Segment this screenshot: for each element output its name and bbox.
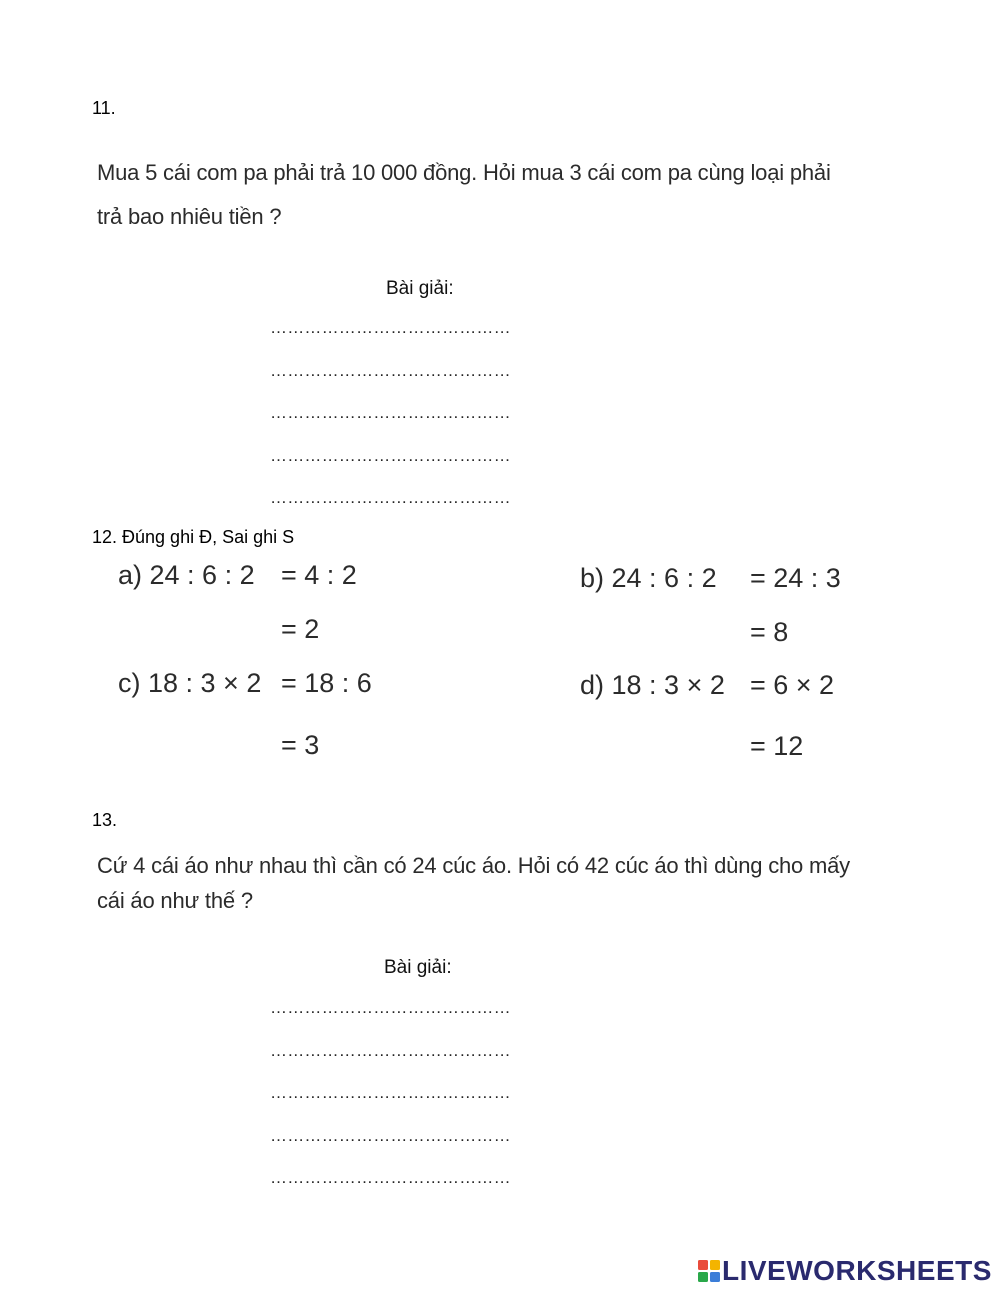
expression-b-step-1: = 24 : 3 — [750, 563, 841, 593]
question-13-text-line-1: Cứ 4 cái áo như nhau thì cần có 24 cúc áo. Hỏi có 42 cúc áo thì dùng cho mấy — [97, 853, 850, 878]
expression-a: a) 24 : 6 : 2 — [118, 560, 255, 590]
question-11-solution-heading: Bài giải: — [386, 278, 454, 299]
answer-line[interactable]: …………………………………… — [270, 1041, 511, 1060]
expression-d-step-1: = 6 × 2 — [750, 670, 835, 700]
expression-b: b) 24 : 6 : 2 — [580, 563, 717, 593]
answer-line[interactable]: …………………………………… — [270, 1083, 511, 1102]
expression-d-step-2: = 12 — [750, 731, 804, 761]
question-11-number: 11. — [92, 98, 116, 118]
expression-d: d) 18 : 3 × 2 — [580, 670, 725, 700]
answer-line[interactable]: …………………………………… — [270, 1168, 511, 1187]
expression-c-step-1: = 18 : 6 — [281, 668, 372, 698]
liveworksheets-brand: LIVEWORKSHEETS — [722, 1255, 992, 1286]
answer-line[interactable]: …………………………………… — [270, 488, 511, 507]
answer-line[interactable]: …………………………………… — [270, 361, 511, 380]
question-13-text-line-2: cái áo như thế ? — [97, 888, 253, 913]
expression-c: c) 18 : 3 × 2 — [118, 668, 262, 698]
question-13-number: 13. — [92, 810, 118, 830]
expression-a-step-2: = 2 — [281, 614, 320, 644]
expression-c-step-2: = 3 — [281, 730, 320, 760]
question-11-text-line-2: trả bao nhiêu tiền ? — [97, 204, 282, 229]
question-12-title: 12. Đúng ghi Đ, Sai ghi S — [92, 527, 295, 547]
answer-line[interactable]: …………………………………… — [270, 446, 511, 465]
question-11-text-line-1: Mua 5 cái com pa phải trả 10 000 đồng. Hỏi mua 3 cái com pa cùng loại phải — [97, 160, 831, 185]
liveworksheets-logo-icon — [698, 1260, 720, 1282]
answer-line[interactable]: …………………………………… — [270, 403, 511, 422]
question-13-solution-heading: Bài giải: — [384, 957, 452, 978]
answer-line[interactable]: …………………………………… — [270, 318, 511, 337]
expression-a-step-1: = 4 : 2 — [281, 560, 357, 590]
answer-line[interactable]: …………………………………… — [270, 998, 511, 1017]
answer-line[interactable]: …………………………………… — [270, 1126, 511, 1145]
expression-b-step-2: = 8 — [750, 617, 789, 647]
